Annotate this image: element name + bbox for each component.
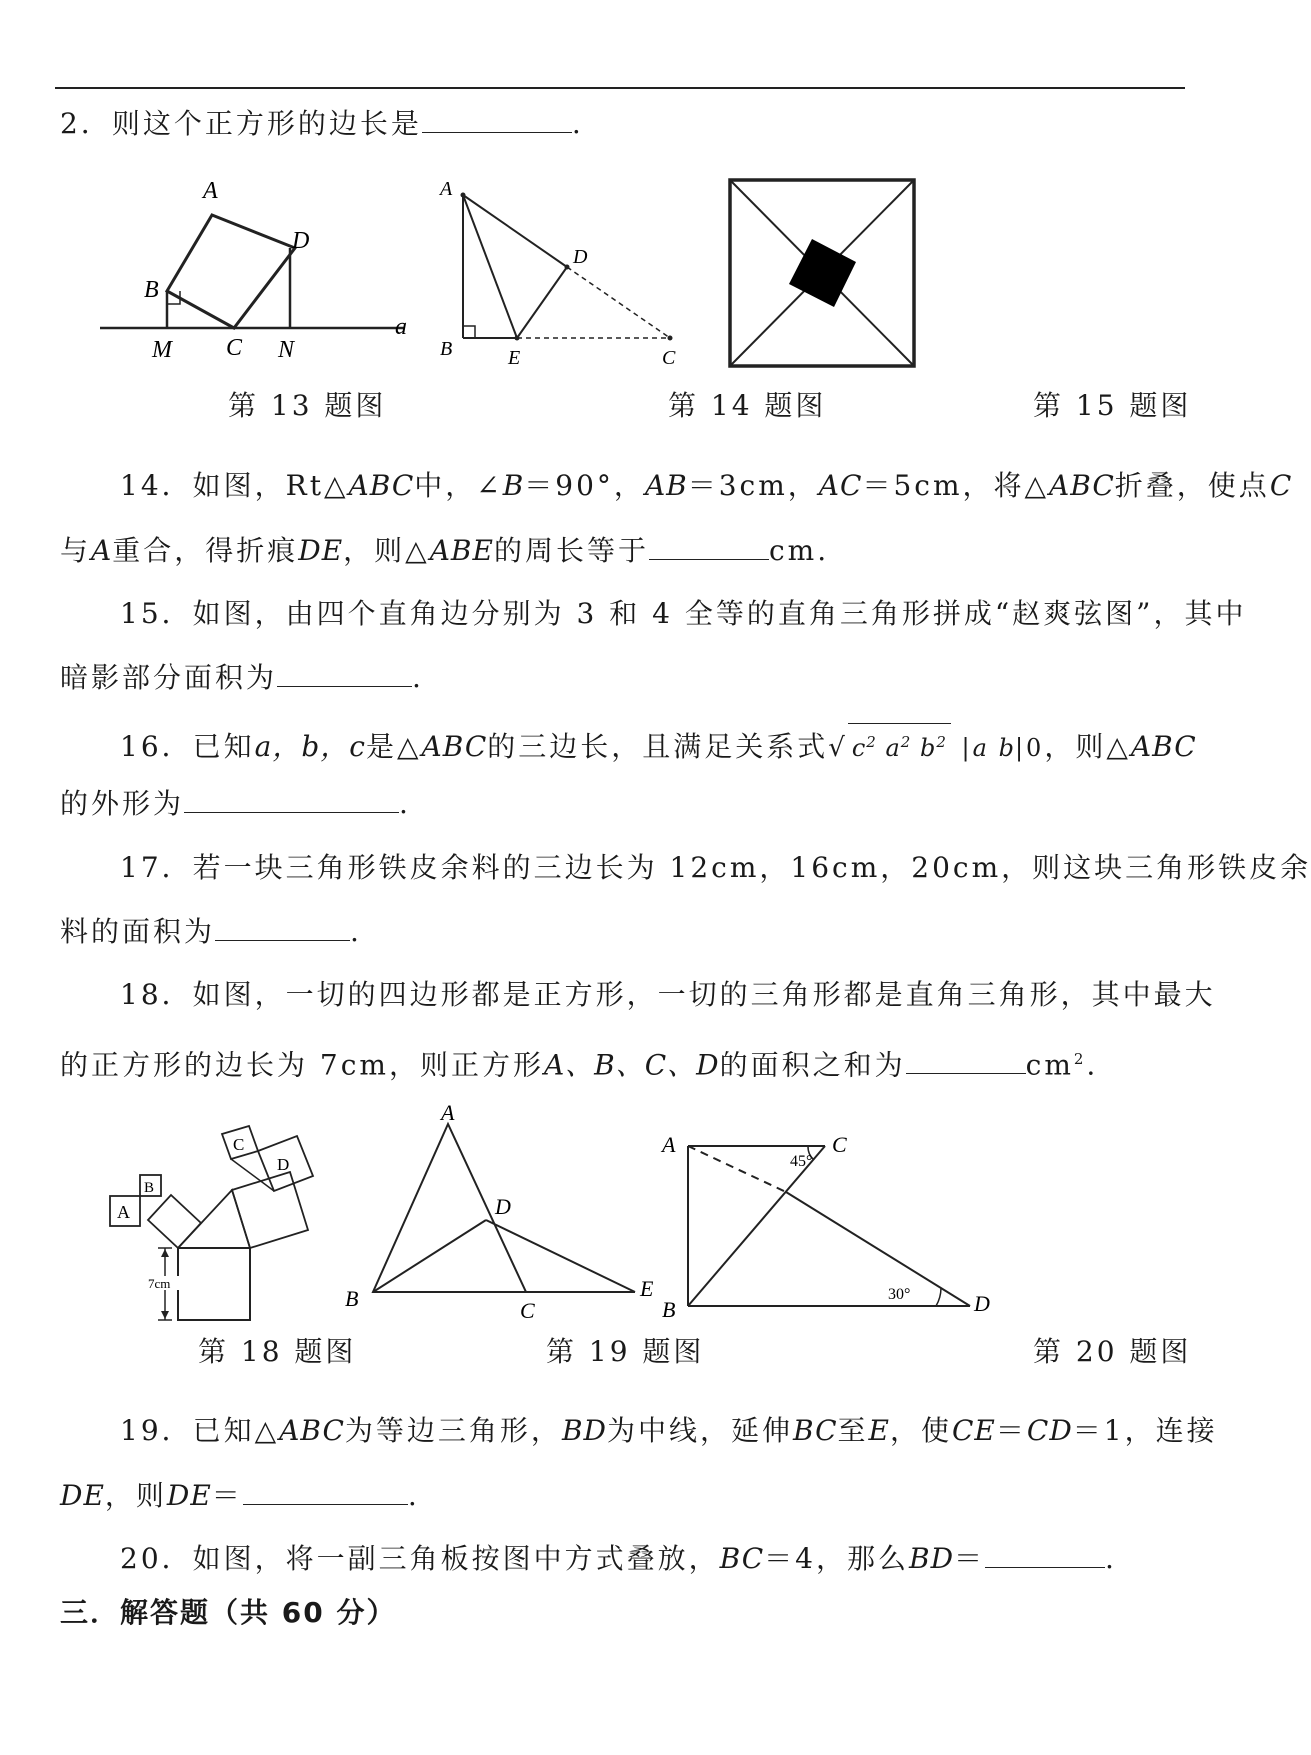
caption-fig19: 第 19 题图 bbox=[546, 1335, 705, 1368]
q17-line1: 17．若一块三角形铁皮余料的三边长为 12cm，16cm，20cm，则这块三角形铁皮余 bbox=[120, 851, 1311, 884]
label-a: A bbox=[440, 178, 453, 200]
answer-blank bbox=[422, 106, 572, 133]
figure-13 bbox=[100, 170, 430, 370]
label-d: D bbox=[573, 246, 588, 268]
label-30: 30° bbox=[888, 1286, 911, 1303]
label-b: B bbox=[440, 338, 453, 360]
q18-answer-blank bbox=[906, 1047, 1026, 1074]
prev-question-tail: 2．则这个正方形的边长是 . bbox=[60, 107, 584, 140]
label-c: C bbox=[226, 335, 243, 361]
segment-ae bbox=[463, 195, 517, 338]
segment-a-dashed bbox=[688, 1146, 786, 1192]
largest-square bbox=[178, 1248, 250, 1320]
q14-line1: 14．如图，Rt△ABC中，∠B＝90°，AB＝3cm，AC＝5cm，将△ABC折叠，使点C bbox=[120, 469, 1293, 502]
q15-line1: 15．如图，由四个直角边分别为 3 和 4 全等的直角三角形拼成“赵爽弦图”，其中 bbox=[120, 597, 1247, 630]
label-b: B bbox=[662, 1297, 676, 1322]
figure-18 bbox=[100, 1118, 350, 1328]
q16-answer-blank bbox=[184, 786, 399, 813]
q20-line1: 20．如图，将一副三角板按图中方式叠放，BC＝4，那么BD＝ . bbox=[120, 1542, 1117, 1575]
caption-fig14: 第 14 题图 bbox=[668, 389, 827, 422]
segment-ad bbox=[786, 1192, 970, 1306]
segment-dc-dashed bbox=[567, 267, 670, 338]
q14-line2: 与A重合，得折痕DE，则△ABE的周长等于 cm. bbox=[60, 534, 830, 567]
q18-line1: 18．如图，一切的四边形都是正方形，一切的三角形都是直角三角形，其中最大 bbox=[120, 978, 1216, 1011]
q17-answer-blank bbox=[215, 914, 350, 941]
segment-ed bbox=[517, 267, 567, 338]
label-d: D bbox=[495, 1194, 511, 1219]
label-n: N bbox=[278, 337, 295, 363]
right-angle-mark bbox=[463, 326, 475, 338]
q16-line1: 16．已知a，b，c是△ABC的三边长，且满足关系式√ $c^2$ $a^2$ $b^2$ |a b|0，则△ABC bbox=[120, 723, 1197, 766]
segment-ad bbox=[463, 195, 567, 267]
label-a: A bbox=[441, 1100, 455, 1125]
caption-fig20: 第 20 题图 bbox=[1033, 1335, 1192, 1368]
label-e: E bbox=[508, 347, 521, 369]
point-a bbox=[461, 193, 466, 198]
q15-line2: 暗影部分面积为 . bbox=[60, 661, 424, 694]
caption-fig15: 第 15 题图 bbox=[1033, 389, 1192, 422]
label-a-line: a bbox=[395, 314, 407, 340]
q14-answer-blank bbox=[649, 533, 769, 560]
label-b: B bbox=[345, 1286, 359, 1311]
figure-14 bbox=[430, 175, 700, 370]
right-triangle-1 bbox=[178, 1190, 250, 1248]
label-d: D bbox=[974, 1291, 990, 1316]
q20-answer-blank bbox=[985, 1541, 1105, 1568]
header-rule bbox=[55, 87, 1185, 89]
label-b: B bbox=[144, 277, 159, 303]
figure-20 bbox=[660, 1120, 1000, 1320]
q19-line2: DE，则DE＝ . bbox=[60, 1479, 420, 1512]
figure-15 bbox=[728, 178, 918, 368]
prev-question-text: 2．则这个正方形的边长是 bbox=[60, 107, 422, 140]
formula-sqrt: √ bbox=[828, 733, 848, 763]
mid-square-left bbox=[148, 1195, 201, 1248]
label-c: C bbox=[832, 1132, 847, 1157]
label-b: B bbox=[144, 1180, 155, 1196]
formula-radicand: $c^2$ $a^2$ $b^2$ bbox=[848, 723, 951, 766]
q17-line2: 料的面积为 . bbox=[60, 915, 362, 948]
q19-line1: 19．已知△ABC为等边三角形，BD为中线，延伸BC至E，使CE＝CD＝1，连接 bbox=[120, 1414, 1218, 1447]
label-m: M bbox=[152, 337, 172, 363]
q19-answer-blank bbox=[243, 1478, 408, 1505]
label-c: C bbox=[233, 1135, 245, 1154]
section-3-heading: 三．解答题（共 60 分） bbox=[60, 1596, 397, 1629]
label-a: A bbox=[203, 178, 218, 204]
label-45: 45° bbox=[790, 1153, 813, 1170]
label-c: C bbox=[520, 1298, 535, 1323]
square-abcd bbox=[167, 215, 295, 328]
point-e bbox=[515, 336, 520, 341]
label-a: A bbox=[117, 1202, 130, 1222]
q18-line2: 的正方形的边长为 7cm，则正方形A、B、C、D的面积之和为 $cm^2$. bbox=[60, 1048, 1099, 1082]
point-c bbox=[668, 336, 673, 341]
label-c: C bbox=[662, 347, 676, 369]
label-d: D bbox=[277, 1155, 290, 1174]
label-e: E bbox=[640, 1276, 654, 1301]
segment-bc bbox=[688, 1146, 825, 1306]
point-d bbox=[565, 265, 570, 270]
caption-fig18: 第 18 题图 bbox=[198, 1335, 357, 1368]
q16-line2: 的外形为 . bbox=[60, 787, 411, 820]
label-length: 7cm bbox=[148, 1276, 171, 1291]
q15-answer-blank bbox=[277, 660, 412, 687]
label-a: A bbox=[662, 1132, 676, 1157]
caption-fig13: 第 13 题图 bbox=[228, 389, 387, 422]
figure-19 bbox=[335, 1100, 665, 1325]
angle-30-arc bbox=[936, 1288, 941, 1306]
label-d: D bbox=[292, 228, 310, 254]
